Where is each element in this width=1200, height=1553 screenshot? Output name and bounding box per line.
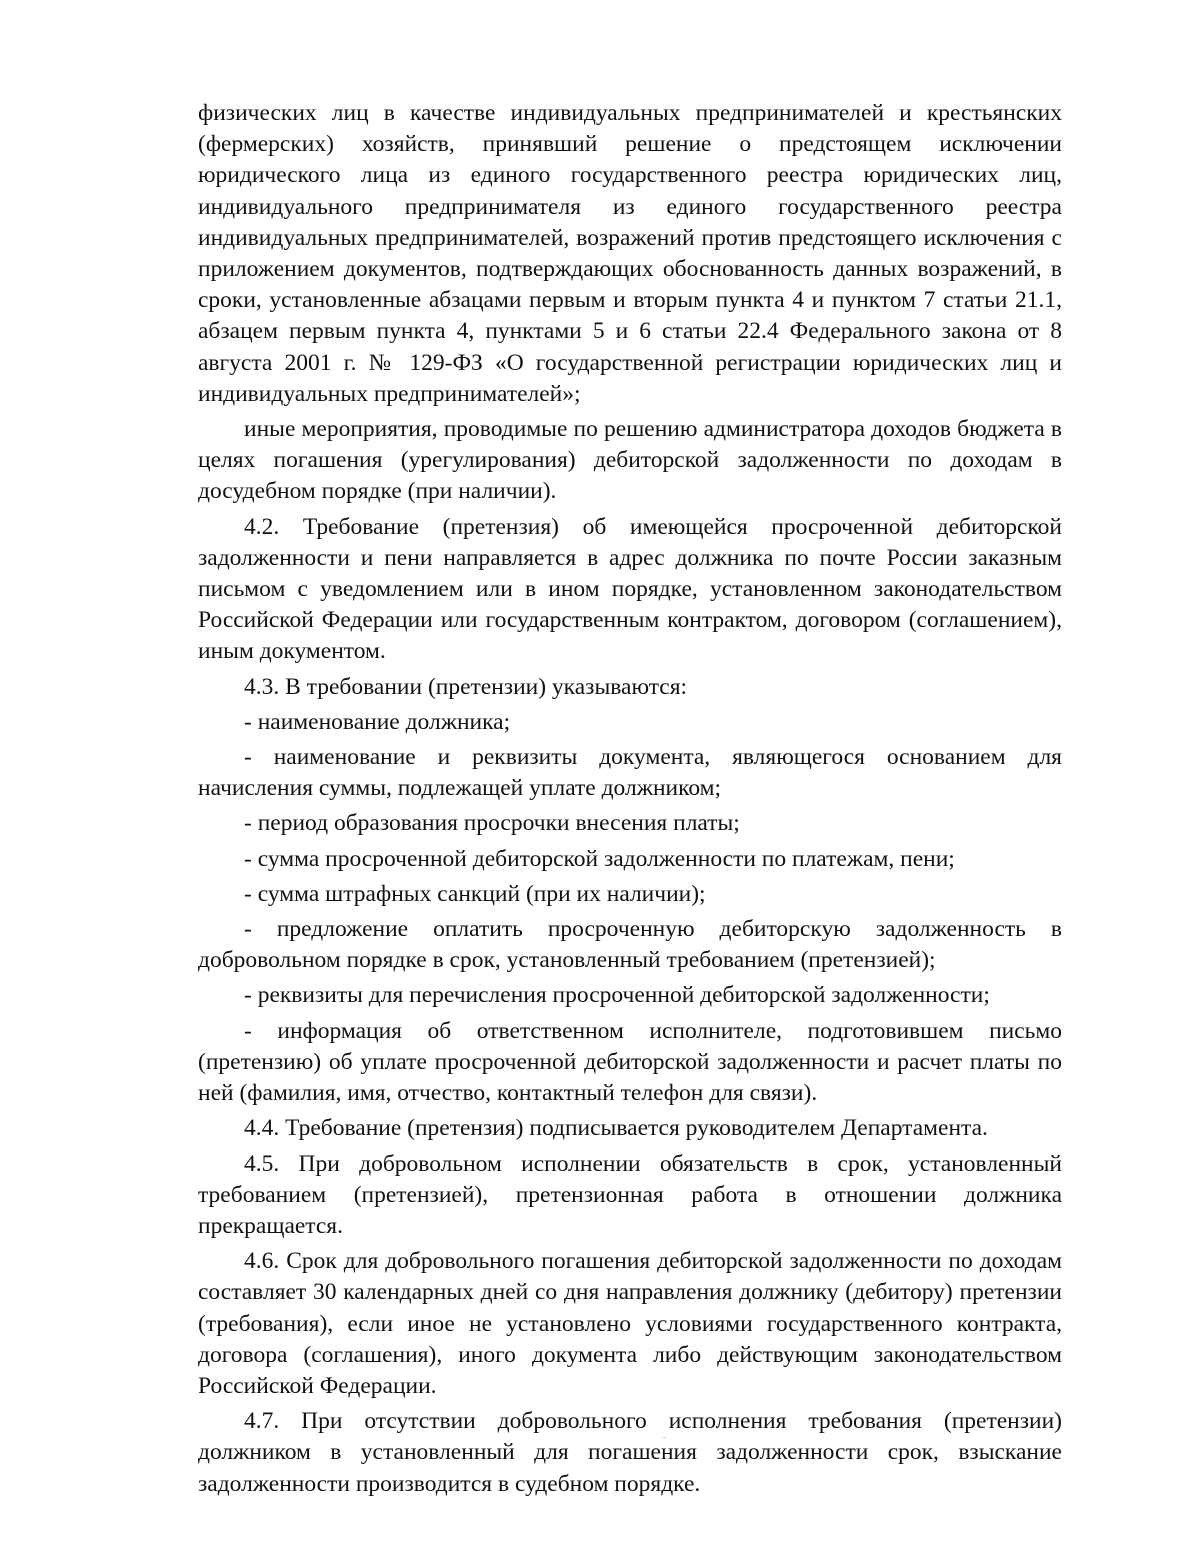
paragraph-4-7: 4.7. При отсутствии добровольного исполнения требования (претензии) должником в установленный для погашения задолженности срок, взыскание задолженности производится в судебном порядке. [198, 1408, 1062, 1497]
scan-artifact [663, 1437, 666, 1438]
document-page [198, 98, 1062, 1500]
list-item-payment-details: - реквизиты для перечисления просроченной дебиторской задолженности; [244, 982, 990, 1009]
list-item-delay-period: - период образования просрочки внесения платы; [244, 810, 740, 837]
list-item-debtor-name: - наименование должника; [244, 708, 511, 735]
paragraph-other-measures: иные мероприятия, проводимые по решению администратора доходов бюджета в целях погашения (урегулирования) дебиторской задолженности по доходам в досудебном порядке (при наличии). [198, 416, 1062, 505]
paragraph-4-5: 4.5. При добровольном исполнении обязательств в срок, установленный требованием (претензией), претензионная работа в отношении должника прекращается. [198, 1150, 1062, 1239]
list-item-voluntary-payment: - предложение оплатить просроченную дебиторскую задолженность в добровольном порядке в срок, установленный требованием (претензией); [198, 916, 1062, 974]
list-item-penalties: - сумма штрафных санкций (при их наличии); [244, 880, 706, 907]
paragraph-4-2: 4.2. Требование (претензия) об имеющейся просроченной дебиторской задолженности и пени направляется в адрес должника по почте России заказным письмом с уведомлением или в ином порядке, установленном законодательством Российской Федерации или государственным контрактом, договором (соглашением), иным документом. [198, 513, 1062, 665]
list-item-responsible-person: - информация об ответственном исполнителе, подготовившем письмо (претензию) об уплате просроченной дебиторской задолженности и расчет платы по ней (фамилия, имя, отчество, контактный телефон для связи). [198, 1017, 1062, 1107]
paragraph-registration-objections: физических лиц в качестве индивидуальных предпринимателей и крестьянских (фермерских) хозяйств, принявший решение о предстоящем исключении юридического лица из единого государственного реестра юридических лиц, индивидуального предпринимателя из единого государственного реестра индивидуальных предпринимателей, возражений против предстоящего исключения с приложением документов, подтверждающих обоснованность данных возражений, в сроки, установленные абзацами первым и вторым пункта 4 и пунктом 7 статьи 21.1, абзацем первым пункта 4, пунктами 5 и 6 статьи 22.4 Федерального закона от 8 августа 2001 г. № 129-ФЗ «О государственной регистрации юридических лиц и индивидуальных предпринимателей»; [198, 100, 1062, 407]
paragraph-4-3: 4.3. В требовании (претензии) указываются: [244, 673, 688, 700]
paragraph-4-6: 4.6. Срок для добровольного погашения дебиторской задолженности по доходам составляет 30 календарных дней со дня направления должнику (дебитору) претензии (требования), если иное не установлено условиями государственного контракта, договора (соглашения), иного документа либо действующим законодательством Российской Федерации. [198, 1248, 1062, 1399]
list-item-overdue-amount: - сумма просроченной дебиторской задолженности по платежам, пени; [244, 845, 955, 872]
paragraph-4-4: 4.4. Требование (претензия) подписывается руководителем Департамента. [244, 1115, 988, 1142]
list-item-document-details: - наименование и реквизиты документа, являющегося основанием для начисления суммы, подлежащей уплате должником; [198, 744, 1062, 802]
